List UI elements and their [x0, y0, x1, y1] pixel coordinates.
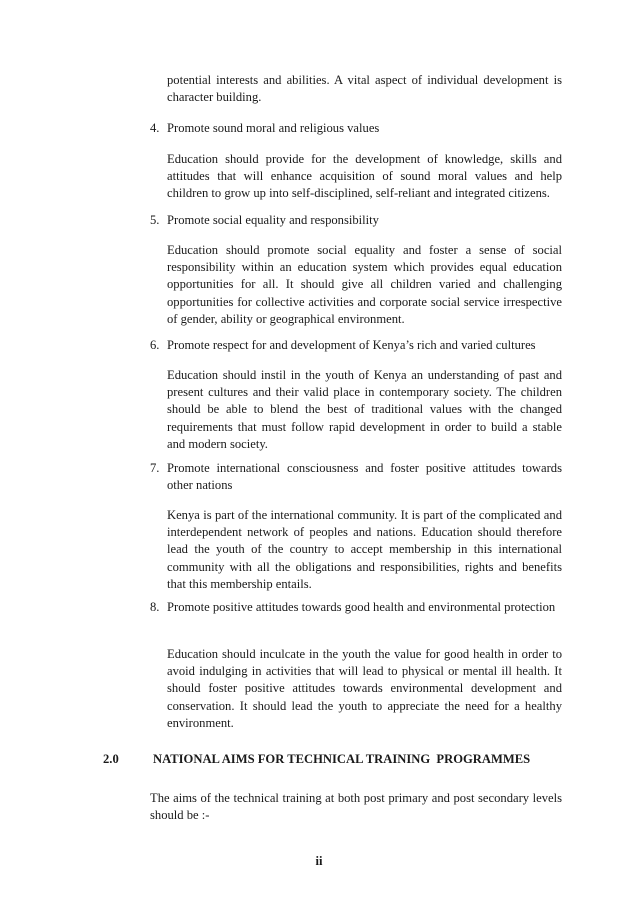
item-6-number: 6. — [150, 338, 160, 352]
section-intro-paragraph: The aims of the technical training at both post primary and post secondary levels should be :- — [150, 791, 562, 823]
item-7-body: Kenya is part of the international community. It is part of the complicated and interdependent network of peoples and nations. Education should therefore lead the youth of the country to accept membership in this international community with all the obligations and responsibilities, rights and benefits that this membership entails. — [167, 508, 562, 591]
item-8-title: Promote positive attitudes towards good health and environmental protection — [167, 600, 556, 614]
item-5-body: Education should promote social equality and foster a sense of social responsibility within an education system which provides equal education opportunities for all. It should give all children varied and challenging opportunities for collective activities and corporate social service irrespective of gender, ability or geographical environment. — [167, 243, 562, 326]
item-8-number: 8. — [150, 600, 160, 614]
section-number: 2.0 — [103, 752, 119, 766]
item-8-body: Education should inculcate in the youth the value for good health in order to avoid indulging in activities that will lead to physical or mental ill health. It should foster positive attitudes towards environmental development and conservation. It should lead the youth to appreciate the need for a healthy environment. — [167, 647, 562, 730]
item-4-heading — [150, 120, 562, 137]
item-5-heading — [150, 212, 562, 229]
item-6-title: Promote respect for and development of Kenya’s rich and varied cultures — [167, 338, 536, 352]
item-5-number: 5. — [150, 213, 160, 227]
item-8-heading — [150, 599, 562, 616]
item-7-heading — [150, 460, 562, 494]
item-5-title: Promote social equality and responsibility — [167, 213, 379, 227]
item-7-number: 7. — [150, 461, 160, 475]
section-title: NATIONAL AIMS FOR TECHNICAL TRAINING PROGRAMMES — [153, 752, 531, 766]
item-4-number: 4. — [150, 121, 160, 135]
item-4-body: Education should provide for the development of knowledge, skills and attitudes that will enhance acquisition of sound moral values and help children to grow up into self-disciplined, self-reliant and integrated citizens. — [167, 152, 562, 201]
item-6-heading — [150, 337, 562, 354]
item-7-title: Promote international consciousness and foster positive attitudes towards other nations — [167, 461, 562, 493]
page-number: ii — [315, 854, 323, 868]
intro-continuation-paragraph: potential interests and abilities. A vital aspect of individual development is character building. — [167, 73, 562, 105]
item-6-body: Education should instil in the youth of Kenya an understanding of past and present cultures and their valid place in contemporary society. The children should be able to blend the best of traditional values with the changed requirements that must follow rapid development in order to build a stable and modern society. — [167, 368, 562, 451]
item-4-title: Promote sound moral and religious values — [167, 121, 380, 135]
